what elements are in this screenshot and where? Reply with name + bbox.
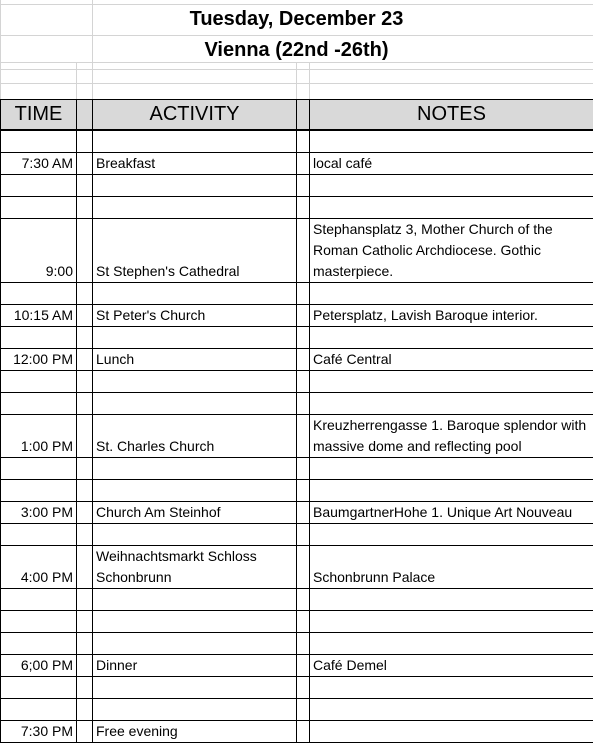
time-cell[interactable] <box>1 197 77 219</box>
gap-cell[interactable] <box>77 480 93 502</box>
table-row <box>1 283 593 305</box>
activity-cell[interactable]: Breakfast <box>93 153 297 175</box>
table-row <box>1 655 593 677</box>
time-cell[interactable] <box>1 633 77 655</box>
table-row <box>1 589 593 611</box>
gap-cell[interactable] <box>77 546 93 589</box>
activity-cell[interactable] <box>93 677 297 699</box>
time-cell[interactable]: 7:30 PM <box>1 721 77 743</box>
time-cell[interactable]: 3:00 PM <box>1 502 77 524</box>
gap-cell[interactable] <box>77 393 93 415</box>
table-row <box>1 502 593 524</box>
activity-cell[interactable] <box>93 611 297 633</box>
activity-cell[interactable] <box>93 633 297 655</box>
gap-cell[interactable] <box>77 130 93 153</box>
activity-cell[interactable]: Free evening <box>93 721 297 743</box>
gap-cell[interactable] <box>297 130 310 153</box>
table-row <box>1 480 593 502</box>
gap-cell[interactable] <box>297 458 310 480</box>
notes-cell[interactable] <box>310 524 593 546</box>
gap-cell[interactable] <box>77 305 93 327</box>
notes-cell[interactable] <box>310 175 593 197</box>
table-row <box>1 633 593 655</box>
gap-cell[interactable] <box>77 458 93 480</box>
time-cell[interactable]: 12:00 PM <box>1 349 77 371</box>
notes-cell[interactable] <box>310 633 593 655</box>
gap-cell[interactable] <box>297 721 310 743</box>
notes-cell[interactable] <box>310 327 593 349</box>
activity-cell[interactable]: St Stephen's Cathedral <box>93 219 297 283</box>
gap-cell[interactable] <box>297 349 310 371</box>
gap-cell[interactable] <box>297 633 310 655</box>
gap-cell[interactable] <box>297 611 310 633</box>
activity-cell[interactable] <box>93 589 297 611</box>
gap-cell[interactable] <box>297 371 310 393</box>
header-row <box>1 100 593 131</box>
notes-cell[interactable] <box>310 677 593 699</box>
gap-cell[interactable] <box>77 589 93 611</box>
gap-cell[interactable] <box>297 197 310 219</box>
gap-cell[interactable] <box>297 219 310 283</box>
time-cell[interactable]: 1:00 PM <box>1 415 77 458</box>
gap-cell[interactable] <box>77 721 93 743</box>
header-gap[interactable] <box>297 100 310 131</box>
notes-cell[interactable] <box>310 458 593 480</box>
table-row <box>1 699 593 721</box>
time-cell[interactable]: 4:00 PM <box>1 546 77 589</box>
gap-cell[interactable] <box>77 677 93 699</box>
table-row <box>1 175 593 197</box>
time-cell[interactable] <box>1 677 77 699</box>
grid-line <box>0 83 593 84</box>
table-row <box>1 721 593 743</box>
time-cell[interactable] <box>1 175 77 197</box>
gap-cell[interactable] <box>297 153 310 175</box>
notes-cell[interactable] <box>310 699 593 721</box>
time-cell[interactable]: 6;00 PM <box>1 655 77 677</box>
notes-cell[interactable] <box>310 611 593 633</box>
gap-cell[interactable] <box>77 502 93 524</box>
gap-cell[interactable] <box>297 589 310 611</box>
gap-cell[interactable] <box>77 611 93 633</box>
gap-cell[interactable] <box>77 524 93 546</box>
notes-cell[interactable] <box>310 130 593 153</box>
gap-cell[interactable] <box>297 175 310 197</box>
activity-cell[interactable]: St. Charles Church <box>93 415 297 458</box>
notes-cell[interactable]: BaumgartnerHohe 1. Unique Art Nouveau <box>310 502 593 524</box>
grid-line <box>0 35 593 36</box>
notes-cell[interactable]: Stephansplatz 3, Mother Church of the Roman Catholic Archdiocese. Gothic masterpiece. <box>310 219 593 283</box>
gap-cell[interactable] <box>297 283 310 305</box>
notes-cell[interactable] <box>310 589 593 611</box>
notes-cell[interactable]: Petersplatz, Lavish Baroque interior. <box>310 305 593 327</box>
table-row <box>1 415 593 458</box>
gap-cell[interactable] <box>297 415 310 458</box>
time-cell[interactable] <box>1 283 77 305</box>
table-row <box>1 305 593 327</box>
header-time[interactable]: TIME <box>1 100 77 131</box>
notes-cell[interactable] <box>310 721 593 743</box>
activity-cell[interactable]: Weihnachtsmarkt Schloss Schonbrunn <box>93 546 297 589</box>
table-row <box>1 371 593 393</box>
grid-line <box>0 4 593 5</box>
gap-cell[interactable] <box>297 524 310 546</box>
activity-cell[interactable]: Lunch <box>93 349 297 371</box>
page-title[interactable]: Tuesday, December 23 <box>0 8 593 31</box>
time-cell[interactable] <box>1 480 77 502</box>
gap-cell[interactable] <box>297 677 310 699</box>
table-row <box>1 327 593 349</box>
grid-line <box>0 69 593 70</box>
activity-cell[interactable] <box>93 524 297 546</box>
gap-cell[interactable] <box>297 655 310 677</box>
activity-cell[interactable] <box>93 393 297 415</box>
notes-cell[interactable] <box>310 393 593 415</box>
time-cell[interactable] <box>1 393 77 415</box>
time-cell[interactable]: 9:00 <box>1 219 77 283</box>
gap-cell[interactable] <box>77 219 93 283</box>
activity-cell[interactable] <box>93 458 297 480</box>
gap-cell[interactable] <box>77 153 93 175</box>
activity-cell[interactable] <box>93 175 297 197</box>
time-cell[interactable] <box>1 611 77 633</box>
activity-cell[interactable] <box>93 130 297 153</box>
gap-cell[interactable] <box>77 415 93 458</box>
gap-cell[interactable] <box>77 197 93 219</box>
gap-cell[interactable] <box>77 349 93 371</box>
grid-line <box>309 62 310 99</box>
table-row <box>1 393 593 415</box>
time-cell[interactable] <box>1 130 77 153</box>
gap-cell[interactable] <box>297 327 310 349</box>
grid-line <box>296 62 297 99</box>
table-row <box>1 219 593 283</box>
gap-cell[interactable] <box>77 283 93 305</box>
table-row <box>1 153 593 175</box>
grid-line <box>76 62 77 99</box>
activity-cell[interactable] <box>93 283 297 305</box>
notes-cell[interactable] <box>310 480 593 502</box>
time-cell[interactable] <box>1 458 77 480</box>
gap-cell[interactable] <box>297 393 310 415</box>
activity-cell[interactable] <box>93 371 297 393</box>
gap-cell[interactable] <box>297 502 310 524</box>
time-cell[interactable] <box>1 524 77 546</box>
table-row <box>1 458 593 480</box>
gap-cell[interactable] <box>297 699 310 721</box>
gap-cell[interactable] <box>297 480 310 502</box>
grid-line <box>0 62 593 63</box>
gap-cell[interactable] <box>297 305 310 327</box>
schedule-table <box>0 99 593 743</box>
gap-cell[interactable] <box>77 327 93 349</box>
header-gap[interactable] <box>77 100 93 131</box>
time-cell[interactable] <box>1 589 77 611</box>
time-cell[interactable]: 10:15 AM <box>1 305 77 327</box>
activity-cell[interactable]: Church Am Steinhof <box>93 502 297 524</box>
notes-cell[interactable] <box>310 197 593 219</box>
time-cell[interactable] <box>1 327 77 349</box>
table-row <box>1 546 593 589</box>
gap-cell[interactable] <box>77 655 93 677</box>
activity-cell[interactable] <box>93 699 297 721</box>
notes-cell[interactable] <box>310 283 593 305</box>
notes-cell[interactable]: local café <box>310 153 593 175</box>
activity-cell[interactable]: St Peter's Church <box>93 305 297 327</box>
time-cell[interactable] <box>1 371 77 393</box>
activity-cell[interactable] <box>93 197 297 219</box>
table-row <box>1 349 593 371</box>
table-row <box>1 197 593 219</box>
activity-cell[interactable] <box>93 327 297 349</box>
notes-cell[interactable]: Kreuzherrengasse 1. Baroque splendor with massive dome and reflecting pool <box>310 415 593 458</box>
page-subtitle[interactable]: Vienna (22nd -26th) <box>0 39 593 62</box>
time-cell[interactable]: 7:30 AM <box>1 153 77 175</box>
header-activity[interactable]: ACTIVITY <box>93 100 297 131</box>
table-row <box>1 130 593 153</box>
notes-cell[interactable]: Schonbrunn Palace <box>310 546 593 589</box>
table-row <box>1 524 593 546</box>
table-row <box>1 677 593 699</box>
time-cell[interactable] <box>1 699 77 721</box>
table-row <box>1 611 593 633</box>
notes-cell[interactable]: Café Demel <box>310 655 593 677</box>
header-notes[interactable]: NOTES <box>310 100 593 131</box>
activity-cell[interactable] <box>93 480 297 502</box>
notes-cell[interactable] <box>310 371 593 393</box>
gap-cell[interactable] <box>77 371 93 393</box>
notes-cell[interactable]: Café Central <box>310 349 593 371</box>
activity-cell[interactable]: Dinner <box>93 655 297 677</box>
gap-cell[interactable] <box>77 175 93 197</box>
gap-cell[interactable] <box>77 633 93 655</box>
gap-cell[interactable] <box>77 699 93 721</box>
gap-cell[interactable] <box>297 546 310 589</box>
